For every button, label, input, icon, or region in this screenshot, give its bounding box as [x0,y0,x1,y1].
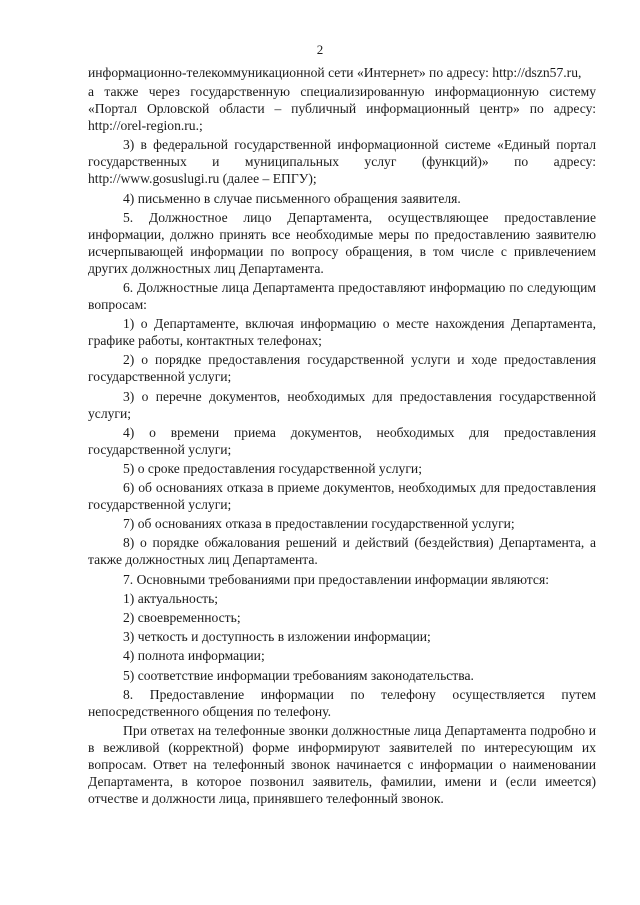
paragraph: 5) соответствие информации требованиям законодательства. [123,667,474,683]
paragraph: 3) о перечне документов, необходимых для предоставления государственной услуги; [88,388,596,421]
paragraph: 5. Должностное лицо Департамента, осуществляющее предоставление информации, должно принять все необходимые меры по предоставлению заявителю исчерпывающей информации по вопросу обращения, в том числе с привлечением других должностных лиц Департамента. [88,209,596,276]
paragraph: 1) актуальность; [123,590,219,606]
paragraph: 6. Должностные лица Департамента предоставляют информацию по следующим вопросам: [88,279,596,312]
paragraph: 8. Предоставление информации по телефону осуществляется путем непосредственного общения по телефону. [88,686,596,719]
paragraph: 3) в федеральной государственной информационной системе «Единый портал государственных и муниципальных услуг (функций)» по адресу: http://www.gosuslugi.ru (далее – ЕПГУ); [88,137,596,187]
page-number: 2 [316,42,324,57]
paragraph: 5) о сроке предоставления государственной услуги; [123,460,422,476]
paragraph: 4) письменно в случае письменного обращения заявителя. [123,190,461,206]
paragraph: 7) об основаниях отказа в предоставлении государственной услуги; [123,516,515,532]
paragraph: 2) своевременность; [123,610,241,625]
paragraph: При ответах на телефонные звонки должностные лица Департамента подробно и в вежливой (корректной) форме информируют заявителей по интересующим их вопросам. Ответ на телефонный звонок начинается с информации о наименовании Департамента, в которое позвонил заявитель, фамилии, имени и (если имеется) отчестве и должности лица, принявшего телефонный звонок. [88,722,596,806]
document-body [88,64,596,809]
paragraph: а также через государственную специализированную информационную систему «Портал Орловской области – публичный информационный центр» по адресу: http://orel-region.ru.; [88,84,596,134]
paragraph: 6) об основаниях отказа в приеме документов, необходимых для предоставления государственной услуги; [88,480,596,513]
paragraph: 2) о порядке предоставления государственной услуги и ходе предоставления государственной услуги; [88,352,596,385]
paragraph: 8) о порядке обжалования решений и действий (бездействия) Департамента, а также должностных лиц Департамента. [88,535,596,568]
paragraph: 7. Основными требованиями при предоставлении информации являются: [123,571,549,587]
paragraph: 3) четкость и доступность в изложении информации; [123,629,431,645]
paragraph: информационно-телекоммуникационной сети «Интернет» по адресу: http://dszn57.ru, [88,65,582,80]
paragraph: 4) о времени приема документов, необходимых для предоставления государственной услуги; [88,424,596,457]
paragraph: 1) о Департаменте, включая информацию о месте нахождения Департамента, графике работы, контактных телефонах; [88,316,596,349]
paragraph: 4) полнота информации; [123,648,265,664]
